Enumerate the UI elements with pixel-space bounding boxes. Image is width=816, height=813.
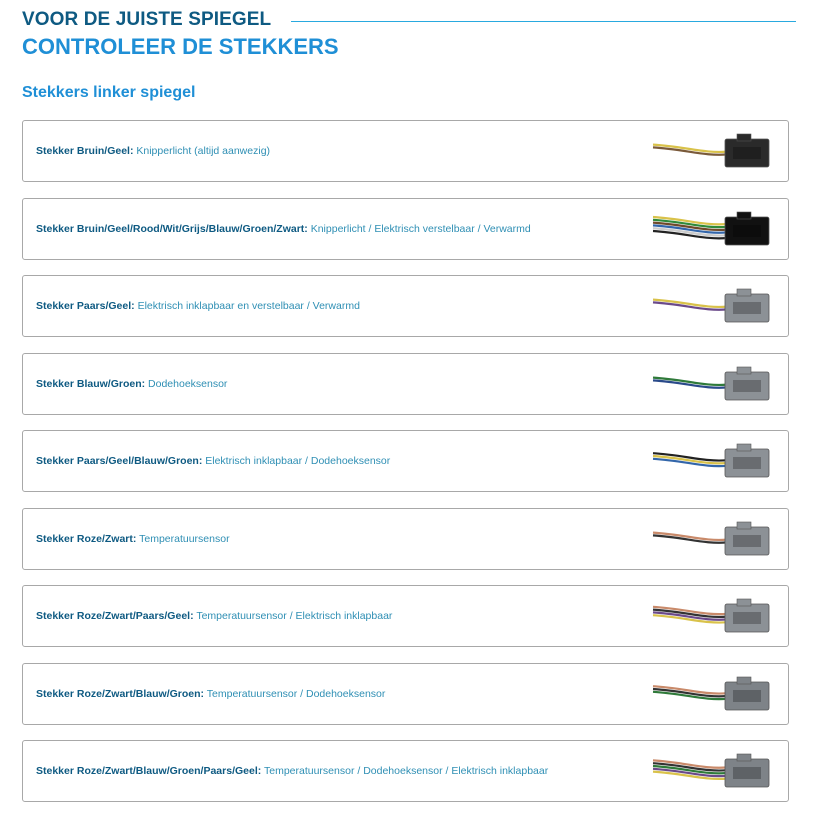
connector-text [23, 378, 227, 390]
plug-latch [737, 367, 751, 374]
connector-description: Temperatuursensor / Dodehoeksensor [206, 687, 386, 700]
plug-latch [737, 677, 751, 684]
plug-slot [733, 225, 761, 237]
connector-plug-icon [645, 125, 780, 179]
connector-card [22, 430, 789, 492]
connector-description: Elektrisch inklapbaar en verstelbaar / Verwarmd [137, 300, 360, 312]
connector-plug-icon [645, 435, 780, 489]
connector-card [22, 275, 789, 337]
plug-slot [733, 302, 761, 314]
connector-card [22, 120, 789, 182]
connector-plug-icon [645, 745, 780, 799]
section-title: Stekkers linker spiegel [22, 84, 196, 101]
title-divider [291, 21, 796, 22]
plug-slot [733, 690, 761, 702]
connector-description: Knipperlicht (altijd aanwezig) [136, 145, 271, 157]
connector-text [23, 145, 270, 157]
connector-text [23, 610, 392, 622]
connector-text [23, 688, 385, 700]
plug-latch [737, 599, 751, 606]
page-title-line2: CONTROLEER DE STEKKERS [22, 34, 339, 59]
plug-slot [733, 535, 761, 547]
plug-latch [737, 754, 751, 761]
connector-text [23, 533, 230, 545]
plug-latch [737, 289, 751, 296]
connector-plug-icon [645, 280, 780, 334]
connector-name: Stekker Bruin/Geel: [36, 145, 134, 157]
plug-latch [737, 212, 751, 219]
connector-name: Stekker Blauw/Groen: [36, 377, 146, 390]
plug-slot [733, 147, 761, 159]
connector-name: Stekker Roze/Zwart/Blauw/Groen: [36, 687, 205, 700]
plug-slot [733, 767, 761, 779]
page-header [22, 9, 796, 61]
plug-latch [737, 134, 751, 141]
connector-card [22, 198, 789, 260]
connector-plug-icon [645, 358, 780, 412]
page-title-line1 [22, 9, 796, 31]
plug-latch [737, 444, 751, 451]
connector-card [22, 585, 789, 647]
connector-plug-icon [645, 203, 780, 257]
connector-name: Stekker Paars/Geel: [36, 300, 135, 312]
connector-description: Dodehoeksensor [148, 377, 228, 390]
connector-name: Stekker Bruin/Geel/Rood/Wit/Grijs/Blauw/Groen/Zwart: [36, 222, 308, 235]
connector-description: Temperatuursensor / Elektrisch inklapbaar [196, 610, 393, 622]
connector-text [23, 765, 548, 777]
plug-latch [737, 522, 751, 529]
connector-plug-icon [645, 513, 780, 567]
connector-text [23, 223, 531, 235]
plug-slot [733, 612, 761, 624]
connector-card [22, 740, 789, 802]
connector-name: Stekker Paars/Geel/Blauw/Groen: [36, 455, 203, 467]
plug-slot [733, 380, 761, 392]
connector-description: Knipperlicht / Elektrisch verstelbaar / Verwarmd [310, 222, 531, 235]
connector-name: Stekker Roze/Zwart: [36, 532, 137, 545]
connector-plug-icon [645, 668, 780, 722]
connector-card [22, 353, 789, 415]
connector-plug-icon [645, 590, 780, 644]
connector-description: Elektrisch inklapbaar / Dodehoeksensor [205, 455, 391, 467]
connector-description: Temperatuursensor / Dodehoeksensor / Elektrisch inklapbaar [263, 765, 549, 777]
connector-name: Stekker Roze/Zwart/Paars/Geel: [36, 610, 194, 622]
connector-text [23, 455, 390, 467]
connector-card [22, 508, 789, 570]
connector-text [23, 300, 360, 312]
title-line1-text: VOOR DE JUISTE SPIEGEL [22, 9, 272, 30]
connector-card [22, 663, 789, 725]
connector-description: Temperatuursensor [139, 532, 230, 545]
plug-slot [733, 457, 761, 469]
connector-name: Stekker Roze/Zwart/Blauw/Groen/Paars/Geel: [36, 765, 262, 777]
